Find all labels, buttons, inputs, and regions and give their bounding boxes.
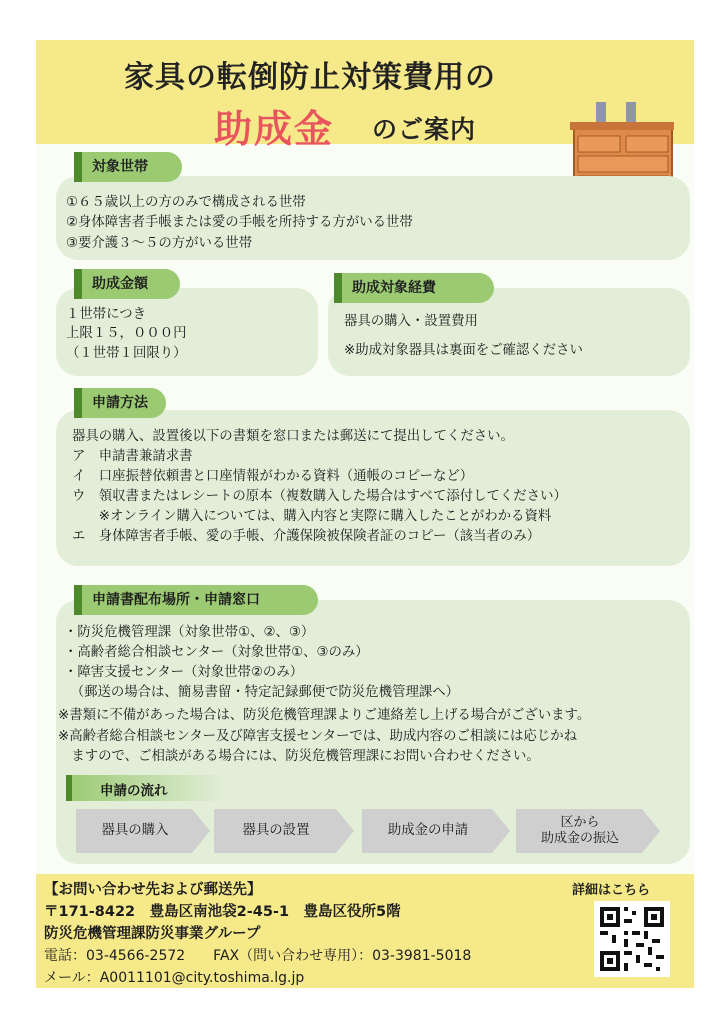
- places-line-4: （郵送の場合は、簡易書留・特定記録郵便で防災危機管理課へ）: [64, 685, 460, 700]
- apply-item-u: ウ 領収書またはレシートの原本（複数購入した場合はすべて添付してください）: [72, 489, 567, 504]
- expenses-line-2: ※助成対象器具は裏面をご確認ください: [344, 343, 583, 358]
- amount-line-2: 上限１５，０００円: [66, 326, 187, 341]
- title-highlight: 助成金: [214, 107, 335, 151]
- apply-tag: 申請方法: [74, 388, 166, 418]
- apply-intro: 器具の購入、設置後以下の書類を窓口または郵送にて提出してください。: [72, 429, 514, 444]
- flow-step-4: [516, 809, 660, 853]
- title-line1: 家具の転倒防止対策費用の: [124, 60, 496, 95]
- detail-label: 詳細はこちら: [572, 883, 651, 898]
- places-line-1: ・防災危機管理課（対象世帯①、②、③）: [64, 625, 315, 640]
- flow-step-2-label: 器具の設置: [242, 823, 310, 838]
- contact-dept: 防災危機管理課防災事業グループ: [44, 926, 261, 942]
- apply-item-e: エ 身体障害者手帳、愛の手帳、介護保険被保険者証のコピー（該当者のみ）: [72, 529, 541, 544]
- flow-step-3: [362, 809, 510, 853]
- places-note-1: ※書類に不備があった場合は、防災危機管理課よりご連絡差し上げる場合がございます。: [58, 708, 591, 723]
- places-note-3: ますので、ご相談がある場合には、防災危機管理課にお問い合わせください。: [58, 749, 540, 764]
- flow-step-1-label: 器具の購入: [101, 823, 169, 838]
- expenses-line-1: 器具の購入・設置費用: [344, 314, 478, 329]
- flow-title: 申請の流れ: [100, 783, 168, 799]
- places-line-2: ・高齢者総合相談センター（対象世帯①、③のみ）: [64, 645, 369, 660]
- expenses-tag: 助成対象経費: [334, 273, 494, 303]
- places-tag: 申請書配布場所・申請窓口: [74, 585, 318, 615]
- qr-code-icon[interactable]: [594, 901, 670, 977]
- places-note-2: ※高齢者総合相談センター及び障害支援センターでは、助成内容のご相談には応じかね: [58, 729, 577, 744]
- amount-tag: 助成金額: [74, 269, 180, 299]
- contact-mail: メール：A0011101@city.toshima.lg.jp: [44, 970, 305, 986]
- apply-item-u-note: ※オンライン購入については、購入内容と実際に購入したことがわかる資料: [72, 509, 552, 524]
- title-suffix: のご案内: [372, 115, 477, 144]
- flow-step-2: [214, 809, 354, 853]
- apply-item-a: ア 申請書兼請求書: [72, 449, 193, 464]
- contact-heading: 【お問い合わせ先および郵送先】: [44, 882, 262, 898]
- households-tag: 対象世帯: [74, 152, 182, 182]
- flow-step-4-label: 区から 助成金の振込: [540, 815, 619, 846]
- amount-line-1: １世帯につき: [66, 307, 147, 322]
- households-item-1: ①６５歳以上の方のみで構成される世帯: [66, 195, 306, 210]
- flow-step-1: [76, 809, 210, 853]
- apply-item-i: イ 口座振替依頼書と口座情報がわかる資料（通帳のコピーなど）: [72, 469, 474, 484]
- places-line-3: ・障害支援センター（対象世帯②のみ）: [64, 665, 304, 680]
- flow-step-3-label: 助成金の申請: [387, 823, 469, 838]
- contact-address: 〒171-8422 豊島区南池袋2-45-1 豊島区役所5階: [44, 904, 401, 920]
- households-item-2: ②身体障害者手帳または愛の手帳を所持する方がいる世帯: [66, 215, 413, 230]
- households-item-3: ③要介護３～５の方がいる世帯: [66, 236, 253, 251]
- amount-line-3: （１世帯１回限り）: [66, 346, 187, 361]
- contact-phone: 電話：03-4566-2572 FAX（問い合わせ専用）：03-3981-5018: [44, 948, 472, 964]
